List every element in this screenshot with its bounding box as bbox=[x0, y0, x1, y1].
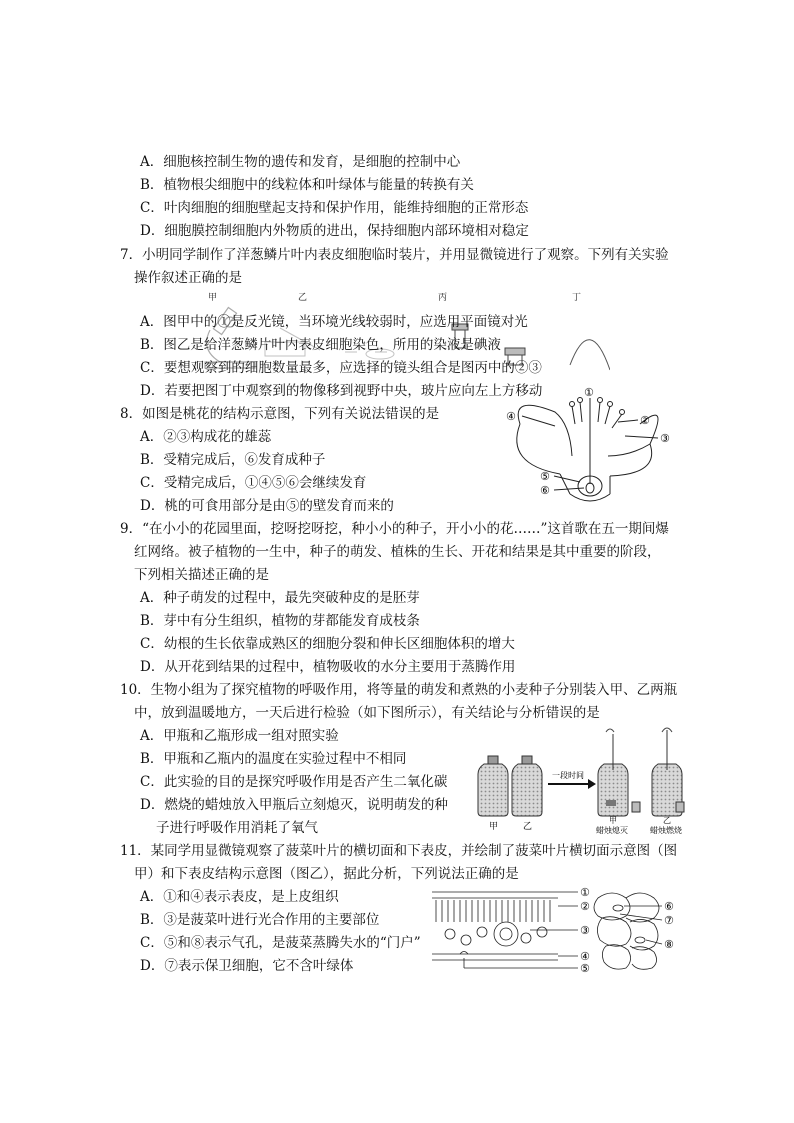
q7-option-b: B．图乙是给洋葱鳞片叶内表皮细胞染色，所用的染液是碘液 bbox=[140, 337, 501, 353]
q7-fig-label-bing: 丙 bbox=[438, 293, 448, 303]
caption-extinguished: 蜡烛熄灭 bbox=[596, 826, 628, 835]
q7-option-d: D．若要把图丁中观察到的物像移到视野中央，玻片应向左上方移动 bbox=[140, 383, 543, 399]
lower-epidermis bbox=[594, 893, 659, 969]
flower-label-6: ⑥ bbox=[540, 484, 550, 497]
jar-yi-after bbox=[652, 728, 684, 816]
after-label-jia: 甲 bbox=[609, 816, 617, 825]
q9-option-b: B．芽中有分生组织，植物的芽都能发育成枝条 bbox=[140, 613, 420, 629]
leaf-label-1: ① bbox=[580, 886, 590, 899]
q10-option-d: D．燃烧的蜡烛放入甲瓶后立刻熄灭，说明萌发的种 bbox=[140, 797, 448, 813]
q8-option-d: D．桃的可食用部分是由⑤的壁发育而来的 bbox=[140, 498, 394, 514]
jar-label-jia: 甲 bbox=[489, 822, 499, 832]
leaf-label-6: ⑥ bbox=[664, 900, 674, 913]
q11-stem-line2: 甲）和下表皮结构示意图（图乙），据此分析，下列说法正确的是 bbox=[134, 866, 519, 882]
petal-left bbox=[518, 405, 572, 456]
leaf-label-5: ⑤ bbox=[580, 962, 590, 975]
seed-jar-figure bbox=[476, 726, 686, 836]
q7-stem-line2: 操作叙述正确的是 bbox=[134, 270, 242, 286]
q8-option-a: A．②③构成花的雄蕊 bbox=[140, 429, 272, 445]
q7-option-c: C．要想观察到的细胞数量最多，应选择的镜头组合是图丙中的②③ bbox=[140, 360, 542, 376]
q9-stem-line2: 红网络。被子植物的一生中，种子的萌发、植株的生长、开花和结果是其中重要的阶段， bbox=[134, 544, 661, 560]
q7-stem-line1: 7．小明同学制作了洋葱鳞片叶内表皮细胞临时装片，并用显微镜进行了观察。下列有关实验 bbox=[120, 247, 669, 263]
leaf-label-8: ⑧ bbox=[664, 938, 674, 951]
ovule bbox=[586, 483, 594, 493]
q7-fig-label-jia: 甲 bbox=[208, 293, 218, 303]
q6-option-d: D．细胞膜控制细胞内外物质的进出，保持细胞内部环境相对稳定 bbox=[140, 223, 529, 239]
q11-option-b: B．③是菠菜叶进行光合作用的主要部位 bbox=[140, 912, 380, 928]
flower-label-2: ② bbox=[640, 414, 650, 427]
leaf-label-2: ② bbox=[580, 900, 590, 913]
jar-yi-before bbox=[512, 756, 542, 816]
q11-stem-line1: 11．某同学用显微镜观察了菠菜叶片的横切面和下表皮，并绘制了菠菜叶片横切面示意图（图 bbox=[120, 843, 678, 859]
arrow-label: 一段时间 bbox=[552, 771, 584, 780]
petal-right bbox=[608, 415, 658, 456]
stoma-lower bbox=[635, 937, 645, 943]
q11-option-c: C．⑤和⑧表示气孔，是菠菜蒸腾失水的“门户” bbox=[140, 935, 421, 951]
q10-stem-line1: 10．生物小组为了探究植物的呼吸作用，将等量的萌发和煮熟的小麦种子分别装入甲、乙两瓶 bbox=[120, 682, 678, 698]
q6-option-c: C．叶肉细胞的细胞壁起支持和保护作用，能维持细胞的正常形态 bbox=[140, 200, 529, 216]
q9-option-c: C．幼根的生长依靠成熟区的细胞分裂和伸长区细胞体积的增大 bbox=[140, 636, 515, 652]
q8-option-c: C．受精完成后，①④⑤⑥会继续发育 bbox=[140, 475, 367, 491]
vein-bundle bbox=[494, 922, 518, 946]
peach-flower-figure bbox=[500, 384, 680, 510]
after-label-yi: 乙 bbox=[663, 816, 671, 825]
q9-option-a: A．种子萌发的过程中，最先突破种皮的是胚芽 bbox=[140, 590, 420, 606]
flower-label-3: ③ bbox=[660, 432, 670, 445]
q10-option-a: A．甲瓶和乙瓶形成一组对照实验 bbox=[140, 728, 339, 744]
q11-option-d: D．⑦表示保卫细胞，它不含叶绿体 bbox=[140, 958, 354, 974]
q6-option-b: B．植物根尖细胞中的线粒体和叶绿体与能量的转换有关 bbox=[140, 177, 474, 193]
q10-option-b: B．甲瓶和乙瓶内的温度在实验过程中不相同 bbox=[140, 751, 407, 767]
jar-jia-after bbox=[598, 729, 640, 816]
q6-option-a: A．细胞核控制生物的遗传和发育，是细胞的控制中心 bbox=[140, 154, 461, 170]
leaf-cross-section bbox=[432, 892, 558, 960]
jar-label-yi: 乙 bbox=[523, 822, 533, 832]
flower-label-1: ① bbox=[584, 386, 594, 399]
leaf-label-3: ③ bbox=[580, 924, 590, 937]
flower-label-4: ④ bbox=[506, 410, 516, 423]
q7-fig-label-ding: 丁 bbox=[572, 293, 582, 303]
leaf-label-7: ⑦ bbox=[664, 914, 674, 927]
stoma-upper bbox=[613, 905, 623, 911]
q9-option-d: D．从开花到结果的过程中，植物吸收的水分主要用于蒸腾作用 bbox=[140, 659, 516, 675]
q10-option-c: C．此实验的目的是探究呼吸作用是否产生二氧化碳 bbox=[140, 774, 448, 790]
q7-option-a: A．图甲中的①是反光镜，当环境光线较弱时，应选用平面镜对光 bbox=[140, 314, 528, 330]
q11-option-a: A．①和④表示表皮，是上皮组织 bbox=[140, 889, 339, 905]
leaf-section-figure bbox=[430, 886, 690, 978]
jar-jia-before bbox=[478, 756, 508, 816]
flower-label-5: ⑤ bbox=[540, 470, 550, 483]
q8-stem: 8．如图是桃花的结构示意图，下列有关说法错误的是 bbox=[120, 406, 440, 422]
view-field-drawing bbox=[570, 340, 610, 370]
q9-stem-line1: 9．“在小小的花园里面，挖呀挖呀挖，种小小的种子，开小小的花……”这首歌在五一期间爆 bbox=[120, 521, 669, 537]
caption-burning: 蜡烛燃烧 bbox=[650, 826, 682, 835]
q8-option-b: B．受精完成后，⑥发育成种子 bbox=[140, 452, 326, 468]
arrow-head bbox=[588, 779, 596, 789]
q10-option-d-continued: 子进行呼吸作用消耗了氧气 bbox=[156, 820, 318, 836]
q9-stem-line3: 下列相关描述正确的是 bbox=[134, 567, 269, 583]
leaf-label-4: ④ bbox=[580, 950, 590, 963]
q10-stem-line2: 中，放到温暖地方，一天后进行检验（如下图所示），有关结论与分析错误的是 bbox=[134, 705, 600, 721]
q7-fig-label-yi: 乙 bbox=[298, 293, 308, 303]
